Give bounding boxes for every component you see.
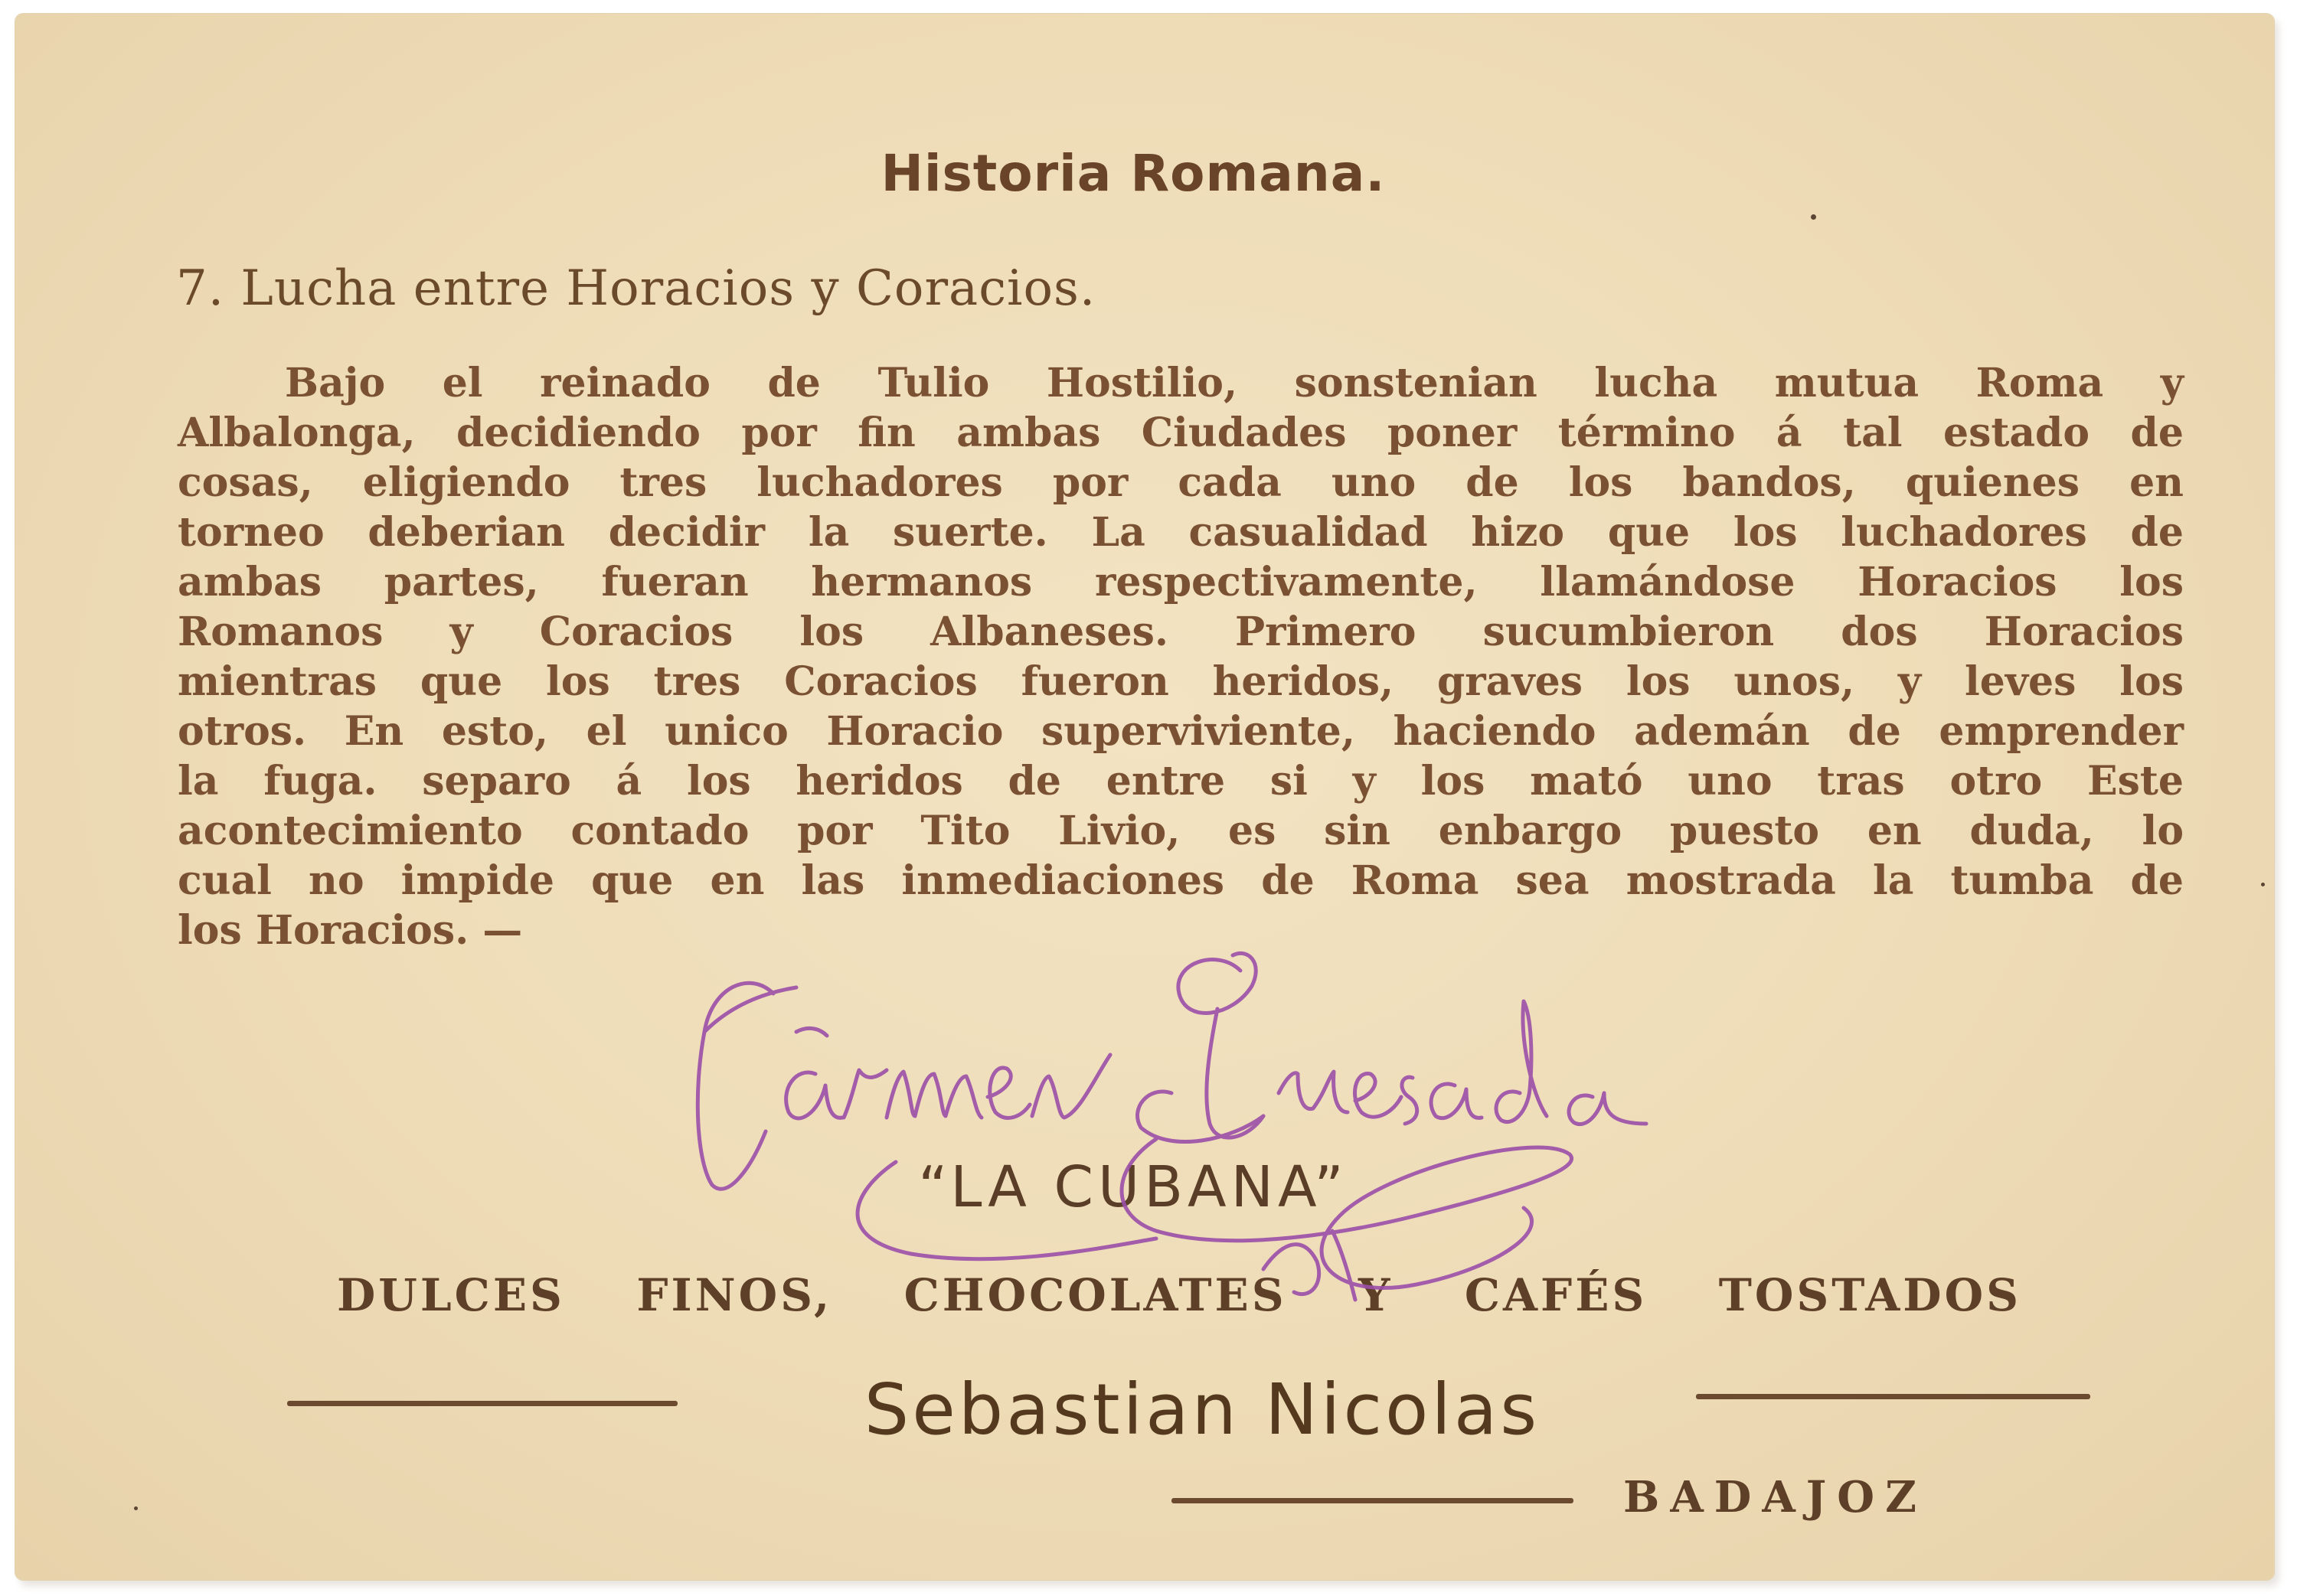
products-line: DULCES FINOS, CHOCOLATES Y CAFÉS TOSTADOS bbox=[337, 1269, 2021, 1321]
story-line: otros. En esto, el unico Horacio superviviente, haciendo ademán de emprender bbox=[178, 708, 2184, 755]
story-line: ambas partes, fueran hermanos respectivamente, llamándose Horacios los bbox=[178, 559, 2184, 605]
handwritten-signature bbox=[681, 940, 1815, 1369]
right-rule-divider bbox=[1696, 1394, 2090, 1399]
story-line: torneo deberian decidir la suerte. La casualidad hizo que los luchadores de bbox=[178, 509, 2184, 556]
bottom-rule-divider bbox=[1171, 1498, 1573, 1503]
paper-speck bbox=[2261, 883, 2265, 886]
story-line: cual no impide que en las inmediaciones de Roma sea mostrada la tumba de bbox=[178, 857, 2184, 904]
story-line: Bajo el reinado de Tulio Hostilio, sonstenian lucha mutua Roma y bbox=[285, 360, 2184, 406]
story-line: Albalonga, decidiendo por fin ambas Ciudades poner término á tal estado de bbox=[178, 410, 2184, 456]
series-title: Historia Romana. bbox=[881, 144, 1386, 203]
story-text bbox=[178, 358, 2184, 955]
paper-speck bbox=[134, 1506, 138, 1510]
story-line: los Horacios. — bbox=[178, 907, 523, 954]
chapter-title: 7. Lucha entre Horacios y Coracios. bbox=[176, 260, 1096, 317]
story-line: cosas, eligiendo tres luchadores por cada uno de los bandos, quienes en bbox=[178, 459, 2184, 506]
story-line: Romanos y Coracios los Albaneses. Primero sucumbieron dos Horacios bbox=[178, 609, 2184, 655]
paper-speck bbox=[1811, 214, 1816, 220]
city-name: BADAJOZ bbox=[1623, 1472, 1927, 1523]
left-rule-divider bbox=[287, 1401, 678, 1406]
story-line: acontecimiento contado por Tito Livio, es sin enbargo puesto en duda, lo bbox=[178, 808, 2184, 854]
owner-name: Sebastian Nicolas bbox=[864, 1369, 1541, 1451]
trade-card-back bbox=[15, 14, 2274, 1580]
signature-strokes bbox=[698, 953, 1646, 1300]
story-line: la fuga. separo á los heridos de entre si y los mató uno tras otro Este bbox=[178, 758, 2184, 805]
brand-name: “LA CUBANA” bbox=[918, 1154, 1348, 1220]
story-line: mientras que los tres Coracios fueron heridos, graves los unos, y leves los bbox=[178, 658, 2184, 705]
